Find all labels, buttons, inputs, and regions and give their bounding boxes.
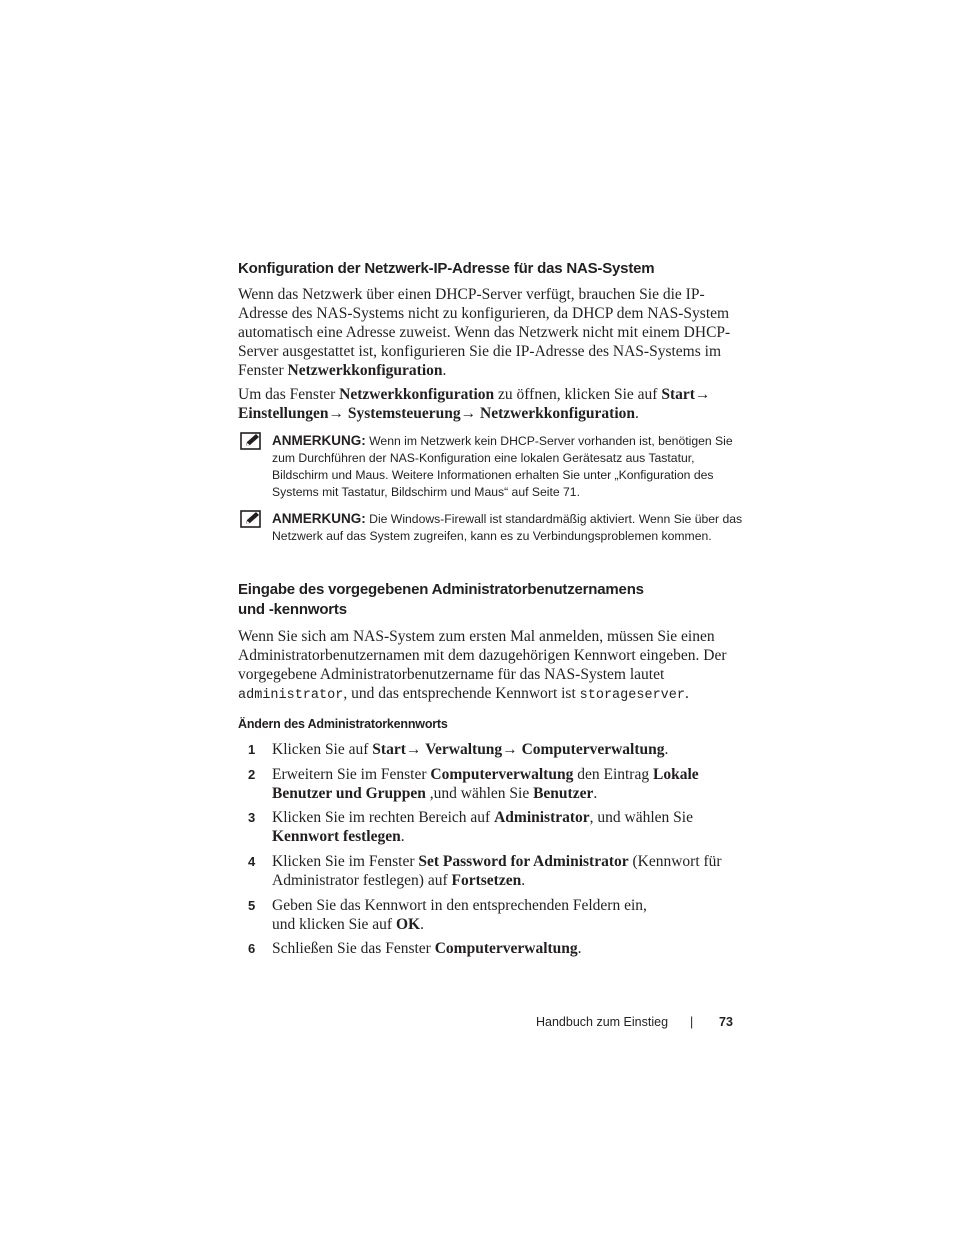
footer-separator: |: [690, 1015, 694, 1029]
arrow-glyph: →: [694, 386, 711, 403]
paragraph-text: Wenn das Netzwerk über einen DHCP-Server verfügt, brauchen Sie die IP-Adresse des NAS-Systems nicht zu konfigurieren, da DHCP dem NAS-System automatisch eine Adresse zuweist. Wenn das Netzwerk nicht mit einem DHCP-Server ausgestattet ist, konfigurieren Sie die IP-Adresse des NAS-Systems im Fenster: [238, 286, 731, 379]
arrow-glyph: →: [328, 404, 344, 422]
note-pencil-icon: [240, 432, 262, 450]
note-box-2: [240, 510, 750, 564]
step-plain: Erweitern Sie im Fenster: [272, 766, 431, 783]
bold-term: Einstellungen: [238, 404, 329, 422]
punctuation: .: [684, 684, 689, 702]
step-number: 6: [248, 941, 256, 956]
note-body: Wenn im Netzwerk kein DHCP-Server vorhanden ist, benötigen Sie zum Durchführen der NAS-Konfiguration eine lokalen Gerätesatz aus Tastatur, Bildschirm und Maus. Weitere Informationen erhalten Sie unter „Konfiguration des Systems mit Tastatur, Bildschirm und Maus“ auf Seite 71.: [272, 434, 733, 499]
paragraph-text: , und das entsprechende Kennwort ist: [343, 684, 580, 702]
section-heading-network-ip: Konfiguration der Netzwerk-IP-Adresse für das NAS-System: [238, 260, 655, 277]
arrow-glyph: →: [502, 741, 518, 758]
note-text: [272, 432, 752, 501]
note-label: ANMERKUNG:: [272, 511, 366, 526]
bold-term: Verwaltung: [425, 741, 503, 758]
step-plain: Klicken Sie im rechten Bereich auf: [272, 809, 495, 826]
punctuation: .: [635, 404, 639, 422]
punctuation: .: [400, 827, 405, 845]
step-plain: den Eintrag: [573, 766, 653, 783]
note-text: [272, 510, 752, 545]
bold-term: Kennwort festlegen: [272, 827, 401, 845]
bold-term: Administrator: [494, 809, 590, 826]
step-text: [272, 940, 742, 959]
bold-term: Netzwerkkonfiguration: [480, 404, 636, 422]
step-plain: Klicken Sie auf: [272, 741, 373, 758]
step-text: [272, 897, 742, 935]
step-number: 4: [248, 854, 256, 869]
bold-term: Computerverwaltung: [430, 766, 574, 783]
bold-term: Start: [661, 386, 695, 403]
step-text: [272, 853, 742, 891]
paragraph-text: zu öffnen, klicken Sie auf: [494, 386, 662, 403]
paragraph-dhcp: [238, 286, 748, 381]
step-plain: und klicken Sie auf: [272, 915, 396, 933]
step-number: 5: [248, 898, 256, 913]
heading-line: und -kennworts: [238, 601, 347, 618]
punctuation: .: [420, 915, 424, 933]
bold-term: Benutzer: [533, 784, 594, 802]
punctuation: .: [593, 784, 598, 802]
step-plain: Schließen Sie das Fenster: [272, 940, 435, 957]
arrow-glyph: →: [405, 741, 422, 758]
bold-term: Systemsteuerung: [347, 404, 461, 422]
page-number: 73: [719, 1015, 733, 1029]
note-body: Die Windows-Firewall ist standardmäßig aktiviert. Wenn Sie über das Netzwerk auf das System zugreifen, kann es zu Verbindungsproblemen kommen.: [272, 512, 743, 543]
heading-line: Eingabe des vorgegebenen Administratorbenutzernamens: [238, 581, 644, 598]
default-password: storageserver: [579, 687, 685, 703]
step-number: 1: [248, 742, 256, 757]
step-plain: Geben Sie das Kennwort in den entsprechenden Feldern ein,: [272, 897, 647, 914]
punctuation: .: [442, 361, 447, 379]
step-plain: (Kennwort für Administrator festlegen) auf: [272, 853, 722, 889]
arrow-glyph: →: [460, 404, 477, 422]
bold-term: Lokale Benutzer und Gruppen: [272, 766, 699, 802]
default-username: administrator: [238, 687, 344, 703]
note-box-1: [240, 432, 750, 504]
bold-term: Computerverwaltung: [434, 940, 578, 957]
note-pencil-icon: [240, 510, 262, 528]
step-text: [272, 741, 742, 760]
step-plain: ,und wählen Sie: [425, 784, 534, 802]
bold-term: OK: [395, 915, 421, 933]
step-text: [272, 766, 742, 804]
footer-title: Handbuch zum Einstieg: [536, 1015, 669, 1029]
paragraph-admin-login: [238, 628, 748, 706]
subsection-heading-change-password: Ändern des Administratorkennworts: [238, 717, 448, 731]
step-plain: , und wählen Sie: [589, 809, 693, 826]
paragraph-text: Wenn Sie sich am NAS-System zum ersten Mal anmelden, müssen Sie einen Administratorbenutzernamen mit dem dazugehörigen Kennwort eingeben. Der vorgegebene Administratorbenutzername für das NAS-System lautet: [238, 628, 727, 683]
step-number: 3: [248, 810, 256, 825]
step-text: [272, 809, 742, 847]
bold-term: Fortsetzen: [451, 871, 522, 889]
punctuation: .: [577, 940, 582, 957]
section-heading-admin-credentials: [238, 580, 644, 620]
bold-term: Netzwerkkonfiguration: [339, 386, 495, 403]
paragraph-text: Um das Fenster: [238, 386, 340, 403]
bold-term: Start: [372, 741, 406, 758]
punctuation: .: [664, 741, 669, 758]
bold-term: Set Password for Administrator: [418, 853, 629, 870]
note-label: ANMERKUNG:: [272, 433, 366, 448]
bold-term: Computerverwaltung: [521, 741, 665, 758]
punctuation: .: [521, 871, 526, 889]
step-plain: Klicken Sie im Fenster: [272, 853, 419, 870]
bold-term: Netzwerkkonfiguration: [287, 361, 443, 379]
paragraph-open-window: [238, 386, 748, 424]
step-number: 2: [248, 767, 256, 782]
